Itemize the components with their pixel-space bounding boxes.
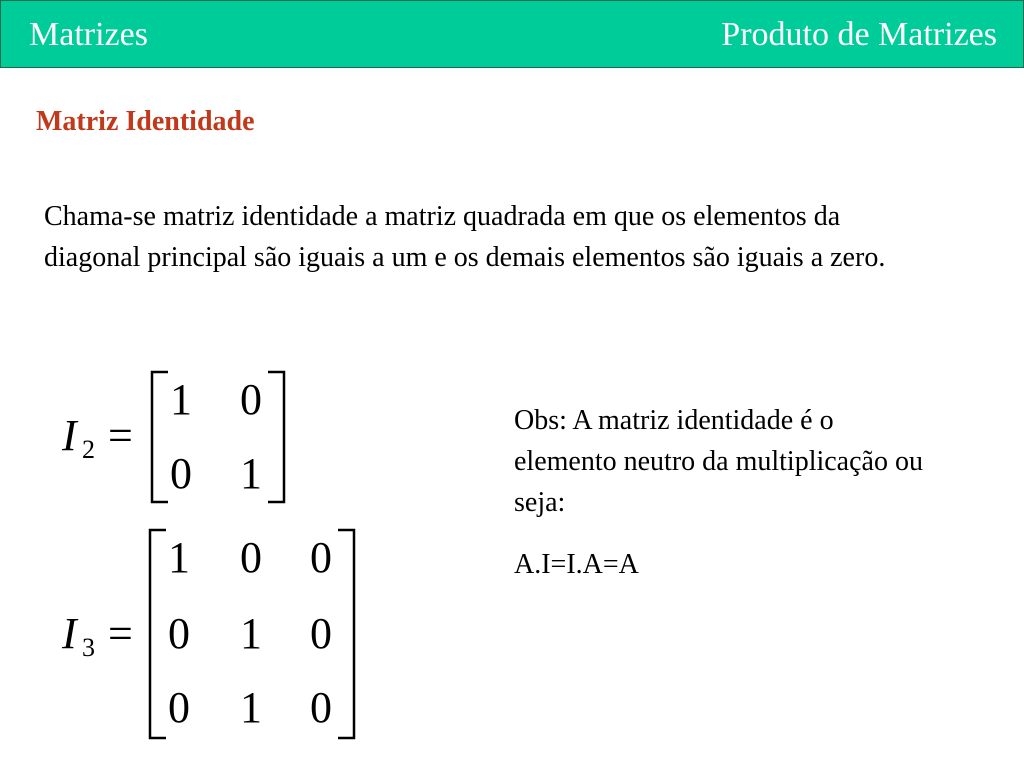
matrix-i2-cell: 1 [170, 375, 192, 424]
matrix-i3-equals: = [108, 609, 133, 658]
slide-header [0, 0, 1024, 68]
matrix-i3-cell: 0 [168, 609, 190, 658]
matrix-i3-cell: 1 [168, 533, 190, 582]
matrix-i3-cell: 1 [240, 609, 262, 658]
matrix-i2-right-bracket [268, 372, 284, 502]
neutral-element-equation: A.I=I.A=A [514, 549, 639, 580]
observation-text: Obs: A matriz identidade é o elemento neutro da multiplicação ou seja: [514, 405, 923, 518]
header-topic-title: Matrizes [29, 16, 148, 53]
header-subtopic-title: Produto de Matrizes [721, 16, 997, 53]
matrix-i3-cell: 0 [168, 683, 190, 732]
matrix-i3-cell: 0 [310, 533, 332, 582]
matrix-i3-cell: 1 [240, 683, 262, 732]
matrix-i2-cell: 0 [170, 449, 192, 498]
matrix-i2-symbol: I [62, 411, 77, 460]
matrix-i2-cell: 1 [240, 449, 262, 498]
matrix-i2-equals: = [108, 411, 133, 460]
definition-paragraph: Chama-se matriz identidade a matriz quadrada em que os elementos da diagonal principal são iguais a um e os demais elementos são iguais a zero. [44, 201, 886, 273]
matrix-i3-cell: 0 [240, 533, 262, 582]
section-title: Matriz Identidade [36, 106, 255, 137]
matrix-i2-equation [52, 362, 372, 512]
matrix-i3-cell: 0 [310, 683, 332, 732]
matrix-i2-left-bracket [152, 372, 168, 502]
matrix-i3-subscript: 3 [82, 633, 95, 662]
matrix-i3-symbol: I [62, 609, 77, 658]
matrix-i2-cell: 0 [240, 375, 262, 424]
matrix-i3-equation [52, 520, 392, 750]
matrix-i2-subscript: 2 [82, 435, 95, 464]
matrix-i3-left-bracket [150, 530, 166, 738]
matrix-i3-cell: 0 [310, 609, 332, 658]
matrix-i3-right-bracket [338, 530, 354, 738]
